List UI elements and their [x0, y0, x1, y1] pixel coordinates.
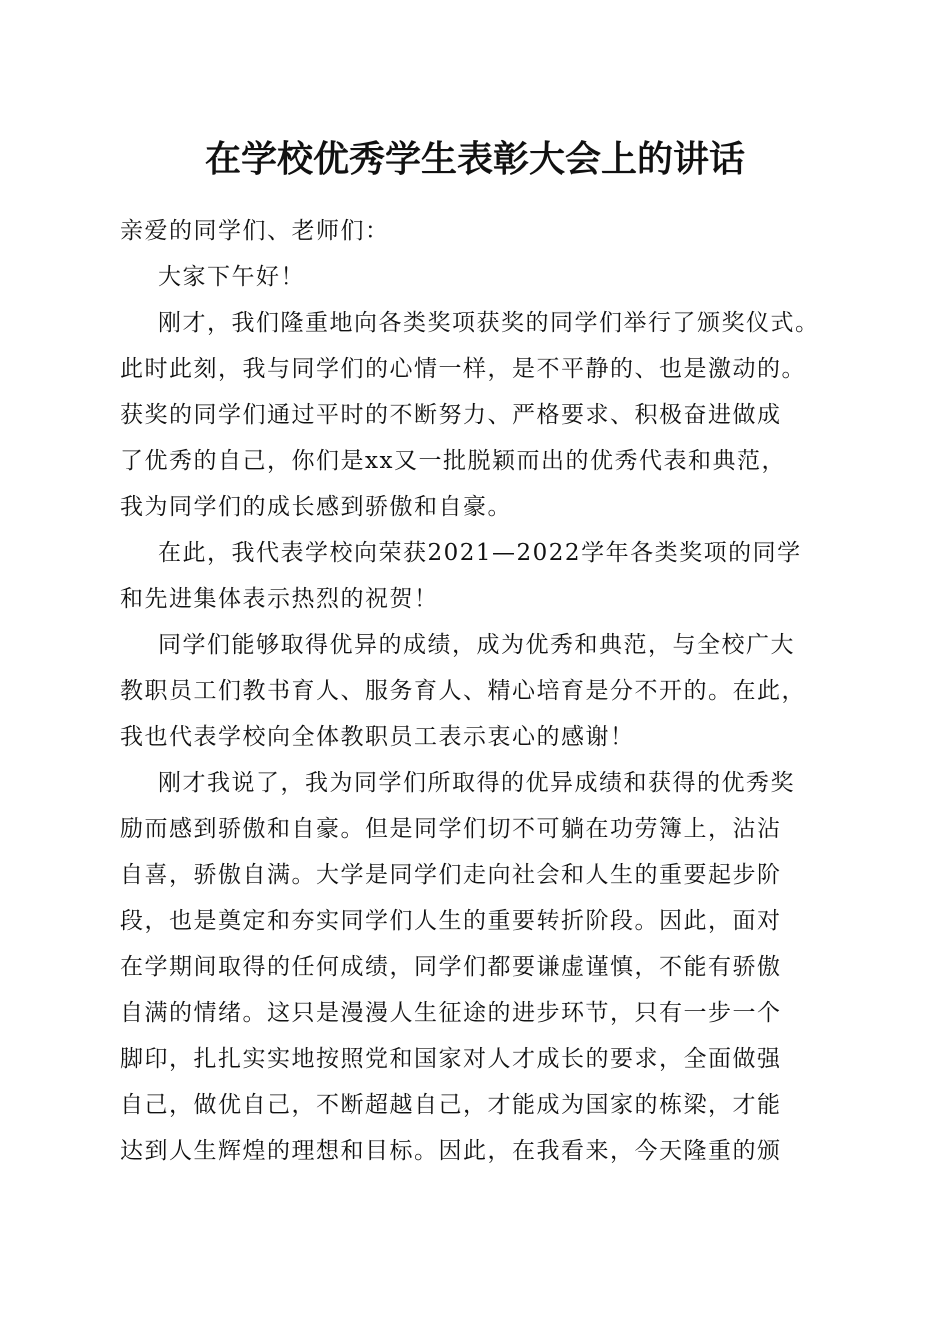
- text-line: 自喜，骄傲自满。大学是同学们走向社会和人生的重要起步阶: [120, 862, 782, 888]
- text-line: 刚才我说了，我为同学们所取得的优异成绩和获得的优秀奖: [158, 770, 795, 796]
- text-line: 大家下午好！: [158, 264, 305, 290]
- text-line: 段，也是奠定和夯实同学们人生的重要转折阶段。因此，面对: [120, 908, 782, 934]
- text-line: 励而感到骄傲和自豪。但是同学们切不可躺在功劳簿上，沾沾: [120, 816, 782, 842]
- document-title: 在学校优秀学生表彰大会上的讲话: [204, 138, 745, 180]
- text-line: 在此，我代表学校向荣获2021—2022学年各类奖项的同学: [158, 540, 802, 566]
- document-body: [120, 208, 840, 1174]
- text-line: 自满的情绪。这只是漫漫人生征途的进步环节，只有一步一个: [120, 1000, 782, 1026]
- text-line: 在学期间取得的任何成绩，同学们都要谦虚谨慎，不能有骄傲: [120, 954, 782, 980]
- text-line: 教职员工们教书育人、服务育人、精心培育是分不开的。在此，: [120, 678, 806, 704]
- text-line: 达到人生辉煌的理想和目标。因此，在我看来，今天隆重的颁: [120, 1138, 782, 1164]
- text-line: 脚印，扎扎实实地按照党和国家对人才成长的要求，全面做强: [120, 1046, 782, 1072]
- text-line: 同学们能够取得优异的成绩，成为优秀和典范，与全校广大: [158, 632, 795, 658]
- text-line: 我为同学们的成长感到骄傲和自豪。: [120, 494, 512, 520]
- text-line: 亲爱的同学们、老师们：: [120, 218, 390, 244]
- text-line: 获奖的同学们通过平时的不断努力、严格要求、积极奋进做成: [120, 402, 782, 428]
- text-line: 此时此刻，我与同学们的心情一样，是不平静的、也是激动的。: [120, 356, 806, 382]
- text-line: 和先进集体表示热烈的祝贺！: [120, 586, 439, 612]
- text-line: 刚才，我们隆重地向各类奖项获奖的同学们举行了颁奖仪式。: [158, 310, 820, 336]
- text-line: 了优秀的自己，你们是xx又一批脱颖而出的优秀代表和典范，: [120, 448, 786, 474]
- text-line: 自己，做优自己，不断超越自己，才能成为国家的栋梁，才能: [120, 1092, 782, 1118]
- text-line: 我也代表学校向全体教职员工表示衷心的感谢！: [120, 724, 635, 750]
